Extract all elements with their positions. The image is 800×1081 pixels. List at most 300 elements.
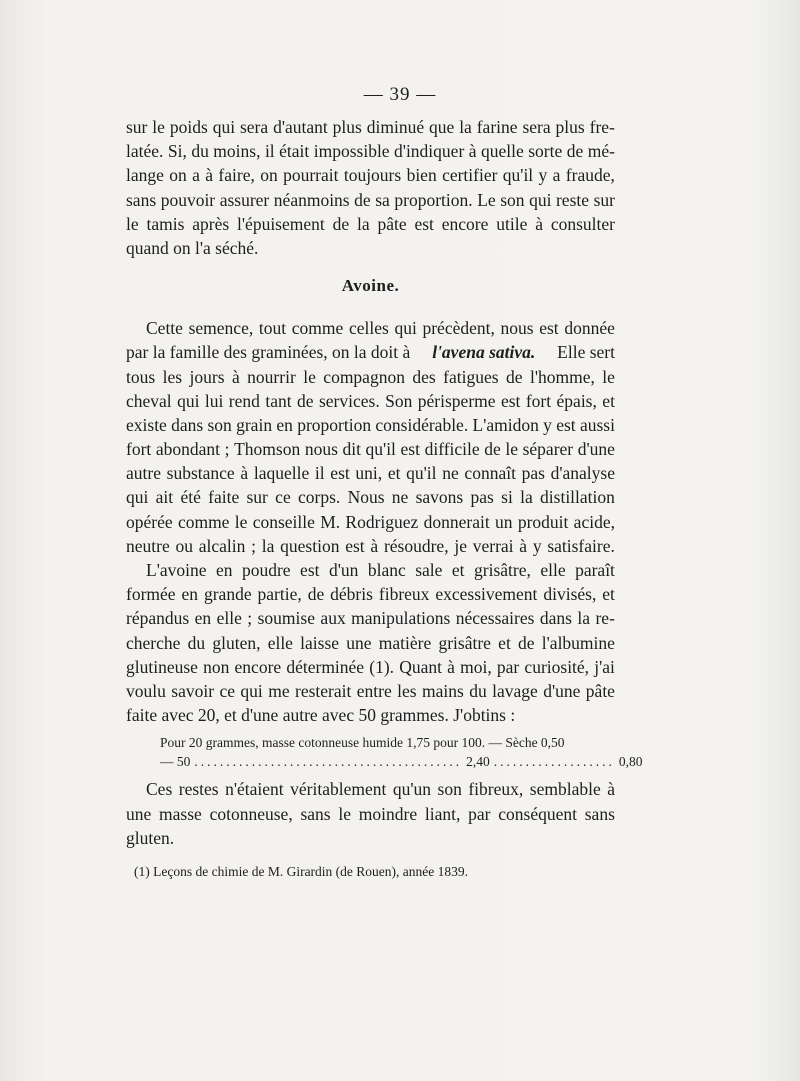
- word: aussi: [579, 414, 615, 435]
- table-row: [160, 752, 643, 771]
- word: produit: [517, 511, 569, 532]
- word: sa: [375, 189, 390, 210]
- word: fatigues: [443, 366, 499, 387]
- word: a: [552, 165, 561, 186]
- word: nous: [500, 318, 534, 339]
- table-cell: — 50: [160, 754, 191, 770]
- word: y: [532, 535, 542, 556]
- text-line: [126, 461, 615, 485]
- word: de: [484, 439, 501, 460]
- word: après: [192, 213, 230, 234]
- text-line: [126, 212, 615, 236]
- word: à: [519, 535, 528, 556]
- word: est: [414, 213, 434, 234]
- word: de: [354, 189, 371, 210]
- word: le: [234, 511, 248, 532]
- paragraph-2: [126, 316, 615, 558]
- word: curiosité,: [524, 656, 590, 677]
- word: ne: [442, 463, 459, 484]
- word: de: [566, 141, 584, 162]
- word: manipulations: [351, 608, 451, 629]
- word: d'analyse: [550, 463, 615, 484]
- word: été: [180, 487, 201, 508]
- word: uni,: [355, 463, 383, 484]
- word: son: [437, 779, 462, 800]
- word: M.: [320, 511, 341, 532]
- word: Quant: [399, 656, 442, 677]
- word: savoir: [171, 680, 215, 701]
- word: laquelle: [253, 463, 310, 484]
- word: nourrir: [247, 366, 296, 387]
- word: qui: [126, 487, 149, 508]
- word: dans: [539, 608, 572, 629]
- word: pourrait: [283, 165, 339, 186]
- text-line: gluten.: [126, 827, 175, 848]
- word: à: [240, 463, 249, 484]
- word: connaît: [464, 463, 516, 484]
- word: partie,: [257, 584, 302, 605]
- word: services.: [318, 390, 380, 411]
- word: le: [126, 213, 139, 234]
- word: poudre: [241, 560, 291, 580]
- text-line: [126, 802, 615, 826]
- word: question: [280, 535, 340, 556]
- word: l'épuisement: [237, 213, 325, 234]
- word: un: [495, 511, 513, 532]
- word: la: [577, 608, 591, 629]
- dot-leader: ..........................................: [194, 754, 463, 770]
- word: on: [260, 165, 278, 186]
- word: moindre: [358, 803, 418, 824]
- word: à: [231, 366, 240, 387]
- results-table: [160, 733, 643, 771]
- word: y: [543, 414, 552, 435]
- word: les: [397, 680, 417, 701]
- word: consulter: [550, 213, 615, 234]
- word: celles: [348, 318, 389, 339]
- word: nécessaires: [455, 608, 535, 629]
- word: d'indiquer: [394, 141, 465, 162]
- word: du: [187, 632, 206, 653]
- word: (1).: [369, 656, 395, 677]
- word: fort: [126, 439, 152, 460]
- word: et: [451, 560, 465, 580]
- word: répandus: [126, 608, 190, 629]
- word: j'ai: [594, 656, 615, 677]
- word: savons: [415, 487, 464, 508]
- word: cheval: [126, 390, 172, 411]
- word: d'une: [577, 439, 615, 460]
- word: Cette: [146, 318, 183, 339]
- text-line: [126, 437, 615, 461]
- word: grande: [203, 584, 252, 605]
- word: d'une: [543, 680, 581, 701]
- word: nous: [304, 439, 338, 460]
- word: les: [162, 366, 183, 387]
- word: reste: [555, 189, 590, 210]
- text-line: [126, 558, 615, 582]
- word: épais,: [556, 390, 597, 411]
- word: verrai: [472, 535, 514, 556]
- word: faire,: [218, 165, 255, 186]
- word: une: [126, 803, 152, 824]
- word: L'amidon: [472, 414, 539, 435]
- word: divisés,: [543, 584, 597, 605]
- word: est: [500, 390, 521, 411]
- word: est: [345, 535, 365, 556]
- word: du: [469, 680, 487, 701]
- text-segment: par la famille des graminées, on la doit à: [126, 342, 411, 363]
- word: comme: [291, 318, 344, 339]
- word: sans: [300, 803, 331, 824]
- word: plus: [332, 117, 362, 137]
- word: liant,: [424, 803, 461, 824]
- word: on: [169, 165, 187, 186]
- word: à: [468, 141, 477, 162]
- word: paraît: [575, 560, 615, 580]
- word: de: [332, 213, 350, 234]
- word: en: [276, 414, 293, 435]
- word: elle: [267, 632, 293, 653]
- word: assurer: [219, 189, 270, 210]
- latin-name: l'avena sativa.: [432, 342, 536, 363]
- word: latée.: [126, 141, 164, 162]
- word: cherche: [126, 632, 181, 653]
- text-line: [126, 389, 615, 413]
- text-line: [126, 163, 615, 187]
- word: Nous: [347, 487, 385, 508]
- word: ;: [224, 439, 230, 460]
- word: fibreux: [378, 584, 430, 605]
- word: qui: [394, 318, 417, 339]
- word: si: [501, 487, 513, 508]
- word: de: [506, 366, 523, 387]
- word: entre: [356, 680, 392, 701]
- word: fraude,: [565, 165, 615, 186]
- word: pâte: [585, 680, 615, 701]
- table-cell: Pour 20 grammes, masse cotonneuse humide 1,75 pour 100. — Sèche 0,50: [160, 735, 565, 751]
- word: tamis: [146, 213, 185, 234]
- word: Si,: [167, 141, 187, 162]
- word: diminué: [366, 117, 425, 137]
- word: fibreux,: [468, 779, 524, 800]
- word: qu'un: [392, 779, 432, 800]
- word: ait: [155, 487, 174, 508]
- word: tous: [126, 366, 156, 387]
- word: difficile: [424, 439, 480, 460]
- word: sera: [239, 117, 269, 137]
- word: l'homme,: [529, 366, 595, 387]
- word: la: [459, 117, 472, 137]
- word: satisfaire.: [547, 535, 615, 556]
- text-line: [126, 582, 615, 606]
- word: elle: [540, 560, 566, 580]
- word: conséquent: [498, 803, 577, 824]
- word: substance: [166, 463, 235, 484]
- word: voulu: [126, 680, 166, 701]
- text-line: [126, 631, 615, 655]
- word: de: [307, 584, 325, 605]
- word: pas: [521, 463, 545, 484]
- word: lange: [126, 165, 164, 186]
- word: en: [215, 560, 233, 580]
- word: à: [205, 165, 214, 186]
- word: poids: [169, 117, 208, 137]
- word: grisâtre,: [474, 560, 531, 580]
- text-line: [126, 655, 615, 679]
- word: elle: [216, 608, 242, 629]
- text-line: [126, 316, 615, 340]
- word: resterait: [295, 680, 352, 701]
- text-line: [126, 413, 615, 437]
- word: est: [539, 318, 559, 339]
- word: à: [370, 535, 379, 556]
- paragraph-3: [126, 558, 615, 727]
- word: impossible: [313, 141, 390, 162]
- word: glutineuse: [126, 656, 198, 677]
- word: Ces: [146, 779, 173, 800]
- word: pas: [470, 487, 494, 508]
- word: toujours: [343, 165, 402, 186]
- word: était: [279, 141, 310, 162]
- word: la: [520, 487, 533, 508]
- footnote: (1) Leçons de chimie de M. Girardin (de Rouen), année 1839.: [134, 863, 469, 879]
- word: blanc: [367, 560, 406, 580]
- word: je: [454, 535, 467, 556]
- word: donnée: [564, 318, 615, 339]
- word: plus: [555, 117, 585, 137]
- word: lavage: [492, 680, 538, 701]
- word: sorte: [528, 141, 563, 162]
- word: re-: [595, 608, 615, 629]
- word: a: [192, 165, 200, 186]
- word: dit: [342, 439, 361, 460]
- word: masse: [159, 803, 202, 824]
- word: semence,: [188, 318, 254, 339]
- word: et: [602, 584, 615, 605]
- word: n'étaient: [225, 779, 284, 800]
- word: encore: [234, 656, 282, 677]
- word: précèdent,: [422, 318, 495, 339]
- word: Le: [477, 189, 496, 210]
- word: des: [412, 366, 436, 387]
- word: ce: [275, 487, 291, 508]
- word: sale: [415, 560, 443, 580]
- word: matière: [378, 632, 432, 653]
- word: Rodriguez: [345, 511, 419, 532]
- word: considérable.: [375, 414, 469, 435]
- word: d'un: [328, 560, 359, 580]
- word: sans: [584, 803, 615, 824]
- word: grisâtre: [438, 632, 491, 653]
- word: encore: [441, 213, 489, 234]
- word: existe: [126, 414, 167, 435]
- word: tout: [258, 318, 287, 339]
- word: véritablement: [290, 779, 387, 800]
- text-line: [126, 365, 615, 389]
- word: qu'il: [365, 439, 396, 460]
- word: acide,: [573, 511, 615, 532]
- word: soumise: [257, 608, 315, 629]
- word: que: [429, 117, 455, 137]
- word: mé-: [587, 141, 615, 162]
- word: par: [496, 656, 520, 677]
- word: moins,: [213, 141, 261, 162]
- word: qu'il: [406, 463, 437, 484]
- word: alcalin: [198, 535, 246, 556]
- word: farine: [476, 117, 518, 137]
- word: Thomson: [234, 439, 301, 460]
- word: séparer: [522, 439, 574, 460]
- paragraph-1: [126, 115, 615, 260]
- word: distillation: [540, 487, 615, 508]
- word: qui: [240, 680, 263, 701]
- word: y: [538, 165, 548, 186]
- word: bien: [406, 165, 437, 186]
- word: restes: [178, 779, 219, 800]
- word: le: [505, 439, 519, 460]
- word: pouvoir: [160, 189, 216, 210]
- word: moi,: [460, 656, 492, 677]
- word: pâte: [377, 213, 407, 234]
- paragraph-4: [126, 777, 615, 850]
- word: faite: [208, 487, 240, 508]
- word: mains: [422, 680, 464, 701]
- word: son: [500, 189, 525, 210]
- word: gluten,: [212, 632, 261, 653]
- word: opérée: [126, 511, 173, 532]
- text-line: [126, 115, 615, 139]
- word: formée: [126, 584, 176, 605]
- word: comme: [177, 511, 230, 532]
- text-segment: Elle sert: [557, 342, 615, 363]
- word: compagnon: [323, 366, 405, 387]
- word: débris: [330, 584, 373, 605]
- text-line: quand on l'a séché.: [126, 237, 259, 258]
- word: de: [518, 632, 535, 653]
- word: aux: [320, 608, 346, 629]
- word: qui: [529, 189, 552, 210]
- table-cell: 2,40: [466, 754, 490, 770]
- text-line: [126, 679, 615, 703]
- word: la: [356, 213, 370, 234]
- word: à: [535, 213, 543, 234]
- word: du: [191, 141, 209, 162]
- word: en: [194, 608, 212, 629]
- word: me: [268, 680, 290, 701]
- text-line: [126, 485, 615, 509]
- word: sur: [126, 117, 148, 137]
- word: néanmoins: [273, 189, 350, 210]
- word: le: [338, 803, 352, 824]
- word: le: [602, 366, 615, 387]
- word: est: [400, 439, 420, 460]
- word: périsperme: [417, 390, 496, 411]
- word: à: [607, 779, 615, 800]
- word: tant: [265, 390, 292, 411]
- text-line: [126, 606, 615, 630]
- word: est: [330, 463, 350, 484]
- word: et: [498, 632, 511, 653]
- word: laisse: [300, 632, 340, 653]
- word: conseille: [252, 511, 315, 532]
- word: jours: [189, 366, 225, 387]
- word: sur: [246, 487, 268, 508]
- word: d'autant: [273, 117, 328, 137]
- word: quelle: [481, 141, 524, 162]
- word: ;: [247, 608, 253, 629]
- table-cell: 0,80: [618, 754, 643, 770]
- word: ;: [251, 535, 256, 556]
- word: grain: [236, 414, 273, 435]
- word: la: [261, 535, 275, 556]
- word: ce: [219, 680, 236, 701]
- section-heading: Avoine.: [341, 276, 400, 296]
- word: le: [152, 117, 165, 137]
- word: et: [602, 390, 615, 411]
- word: qui: [177, 390, 200, 411]
- word: qui: [212, 117, 236, 137]
- text-line-mixed: [126, 340, 615, 364]
- word: sera: [522, 117, 551, 137]
- text-line: [126, 510, 615, 534]
- dot-leader: ...................: [493, 754, 615, 770]
- word: par: [468, 803, 491, 824]
- word: autre: [126, 463, 161, 484]
- text-line: [126, 534, 615, 558]
- word: en: [181, 584, 199, 605]
- word: fort: [525, 390, 552, 411]
- body-text: [126, 115, 643, 880]
- word: ou: [175, 535, 193, 556]
- word: il: [264, 141, 275, 162]
- word: et: [387, 463, 401, 484]
- word: son: [207, 414, 232, 435]
- word: cotonneuse,: [209, 803, 293, 824]
- word: de: [297, 390, 314, 411]
- word: l'albumine: [541, 632, 615, 653]
- word: sur: [593, 189, 615, 210]
- word: à: [447, 656, 455, 677]
- text-line: [126, 777, 615, 801]
- text-line: faite avec 20, et d'une autre avec 50 grammes. J'obtins :: [126, 705, 516, 726]
- word: rend: [228, 390, 260, 411]
- word: proportion.: [394, 189, 473, 210]
- text-line: [126, 188, 615, 212]
- table-row: [160, 733, 612, 752]
- word: une: [346, 632, 372, 653]
- word: utile: [496, 213, 528, 234]
- word: résoudre,: [383, 535, 449, 556]
- word: non: [203, 656, 230, 677]
- word: certifier: [442, 165, 498, 186]
- word: fre-: [589, 117, 615, 137]
- word: sans: [126, 189, 157, 210]
- word: excessivement: [435, 584, 538, 605]
- page-number: — 39 —: [363, 84, 437, 105]
- word: L'avoine: [146, 560, 207, 580]
- word: abondant: [155, 439, 221, 460]
- word: corps.: [298, 487, 341, 508]
- word: est: [300, 560, 320, 580]
- word: semblable: [529, 779, 601, 800]
- word: lui: [204, 390, 224, 411]
- word: dans: [171, 414, 204, 435]
- word: donnerait: [423, 511, 490, 532]
- word: proportion: [297, 414, 372, 435]
- word: déterminée: [286, 656, 365, 677]
- word: Son: [385, 390, 413, 411]
